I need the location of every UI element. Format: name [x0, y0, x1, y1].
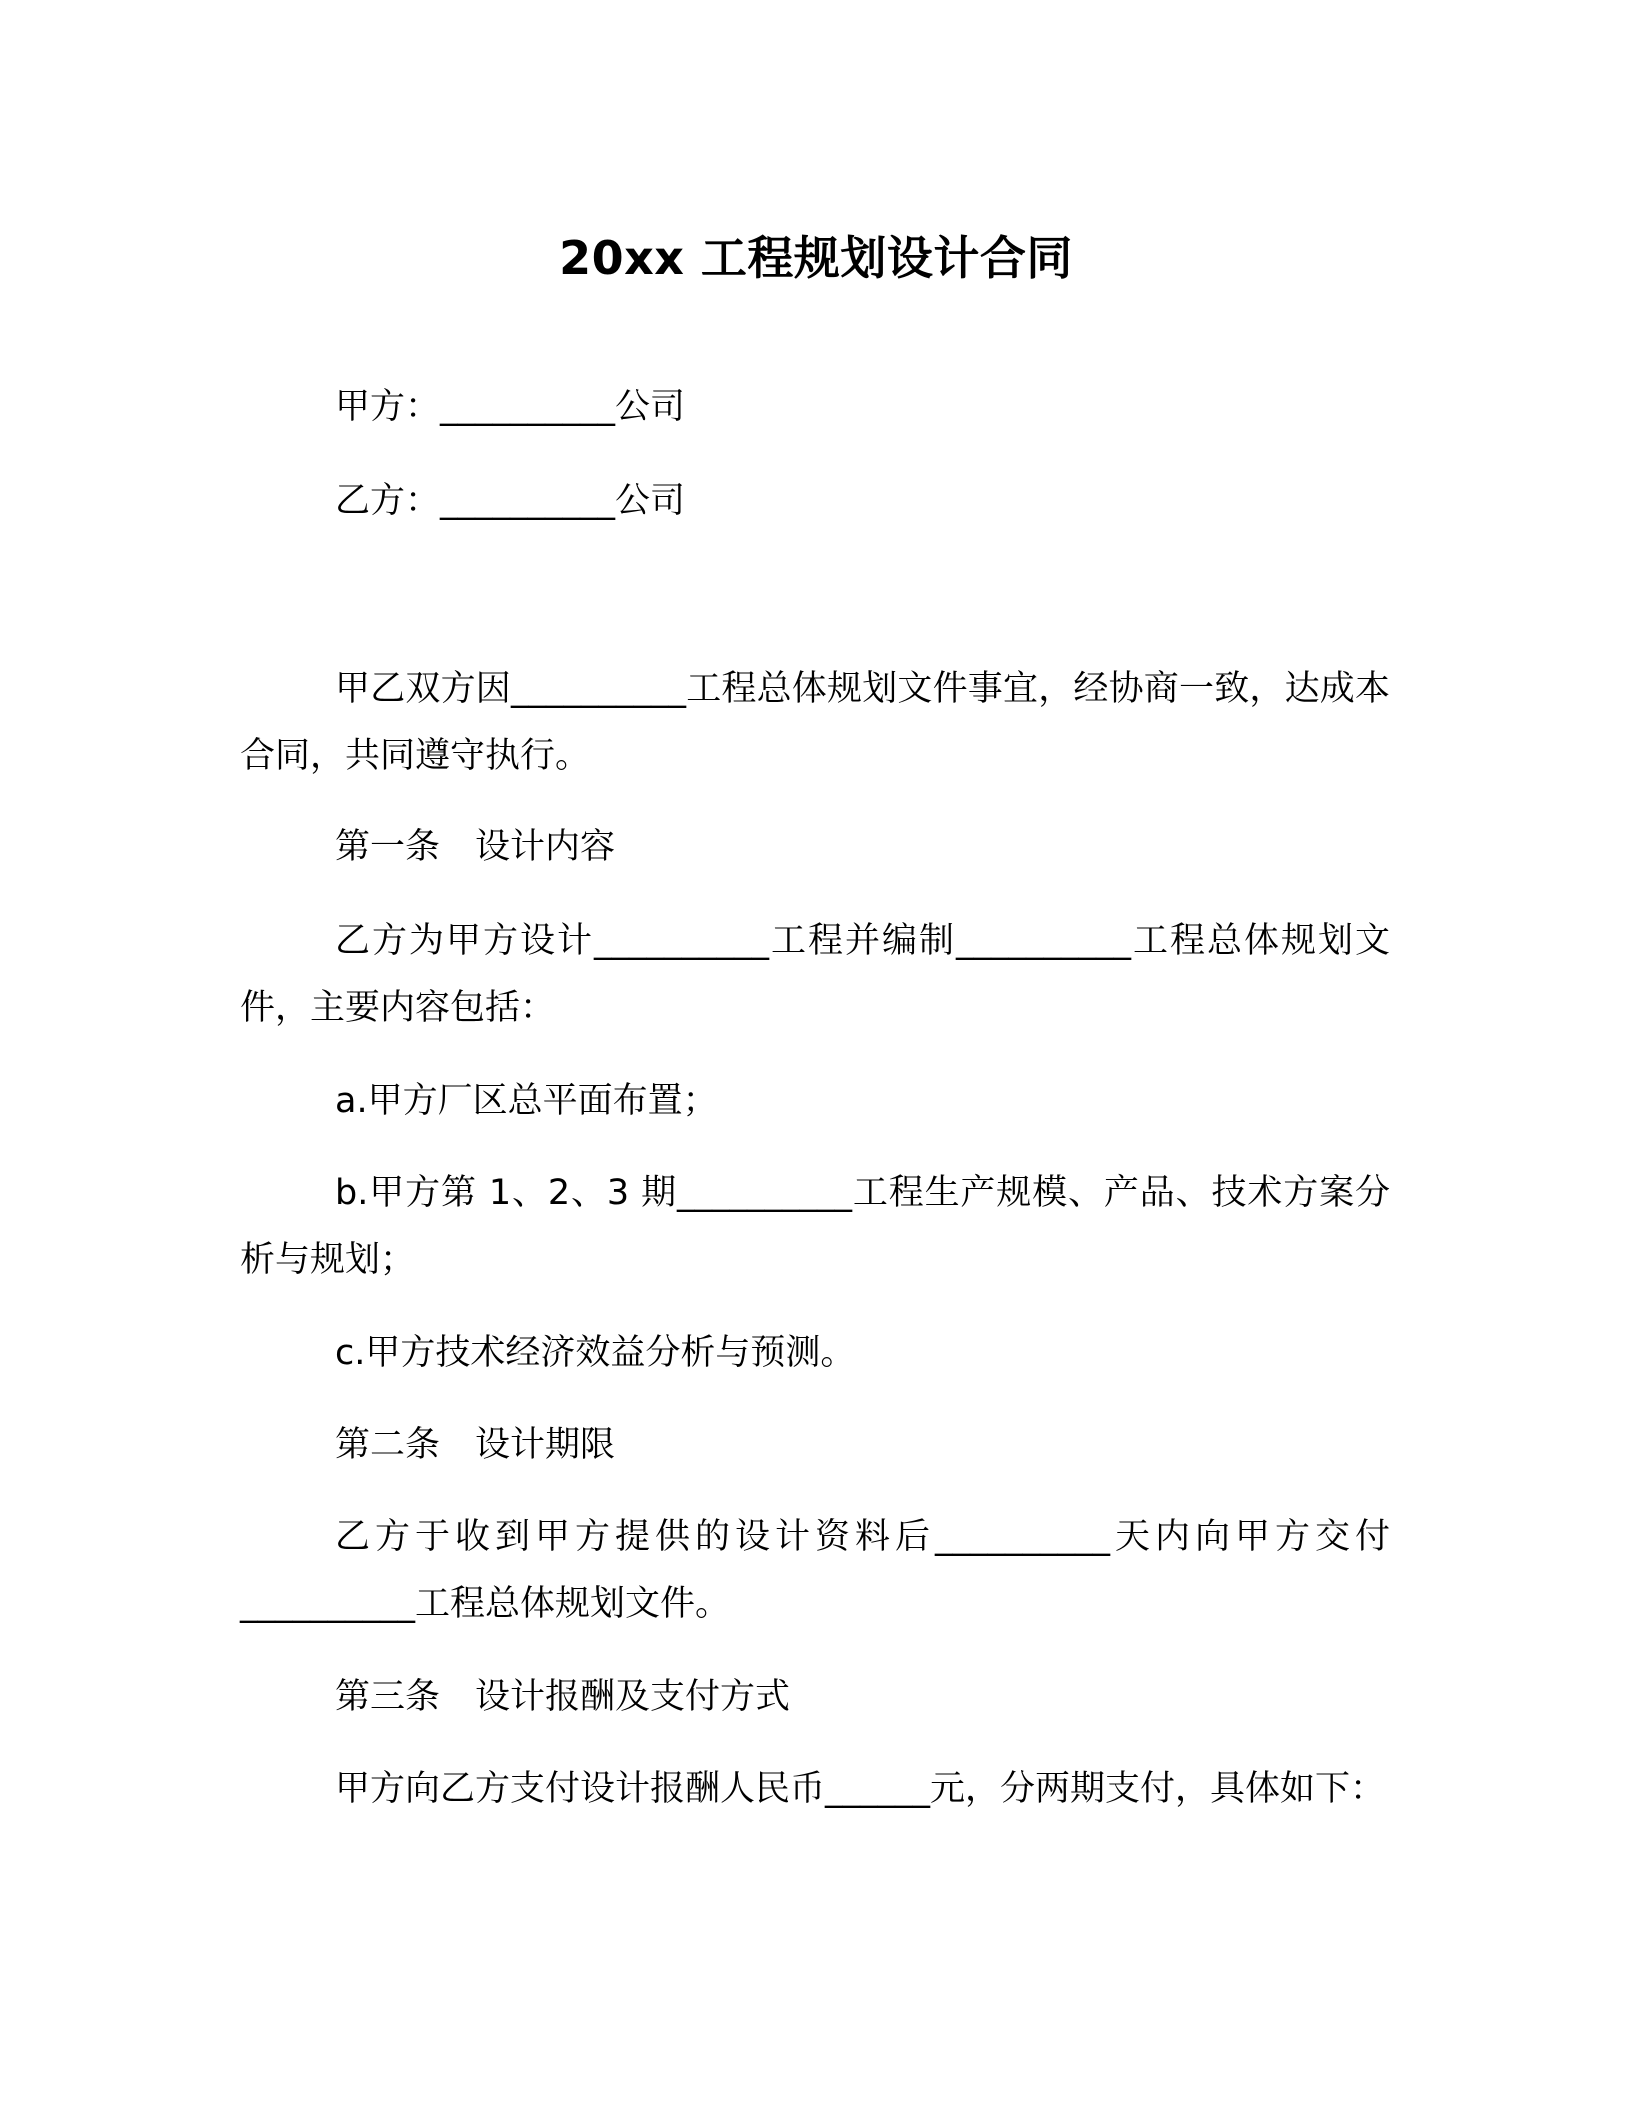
- article-3-heading: 第三条 设计报酬及支付方式: [335, 1677, 791, 1717]
- list-item-c: c.甲方技术经济效益分析与预测。: [335, 1333, 856, 1373]
- party-a-line: 甲方：__________公司: [335, 387, 686, 427]
- article-3-body: 甲方向乙方支付设计报酬人民币______元，分两期支付，具体如下：: [335, 1769, 1386, 1809]
- article-1-body: 乙方为甲方设计__________工程并编制__________工程总体规划文件，主要内容包括：: [240, 921, 1390, 1028]
- list-item-b: b.甲方第 1、2、3 期__________工程生产规模、产品、技术方案分析与规划；: [240, 1173, 1390, 1280]
- document-title: 20xx 工程规划设计合同: [559, 231, 1073, 285]
- intro-paragraph: 甲乙双方因__________工程总体规划文件事宜，经协商一致，达成本合同，共同遵守执行。: [240, 669, 1390, 776]
- article-2-heading: 第二条 设计期限: [335, 1425, 616, 1465]
- party-b-line: 乙方：__________公司: [335, 481, 686, 521]
- article-1-heading: 第一条 设计内容: [335, 827, 616, 867]
- article-2-body: 乙方于收到甲方提供的设计资料后__________天内向甲方交付__________工程总体规划文件。: [240, 1517, 1390, 1624]
- list-item-a: a.甲方厂区总平面布置；: [335, 1081, 718, 1121]
